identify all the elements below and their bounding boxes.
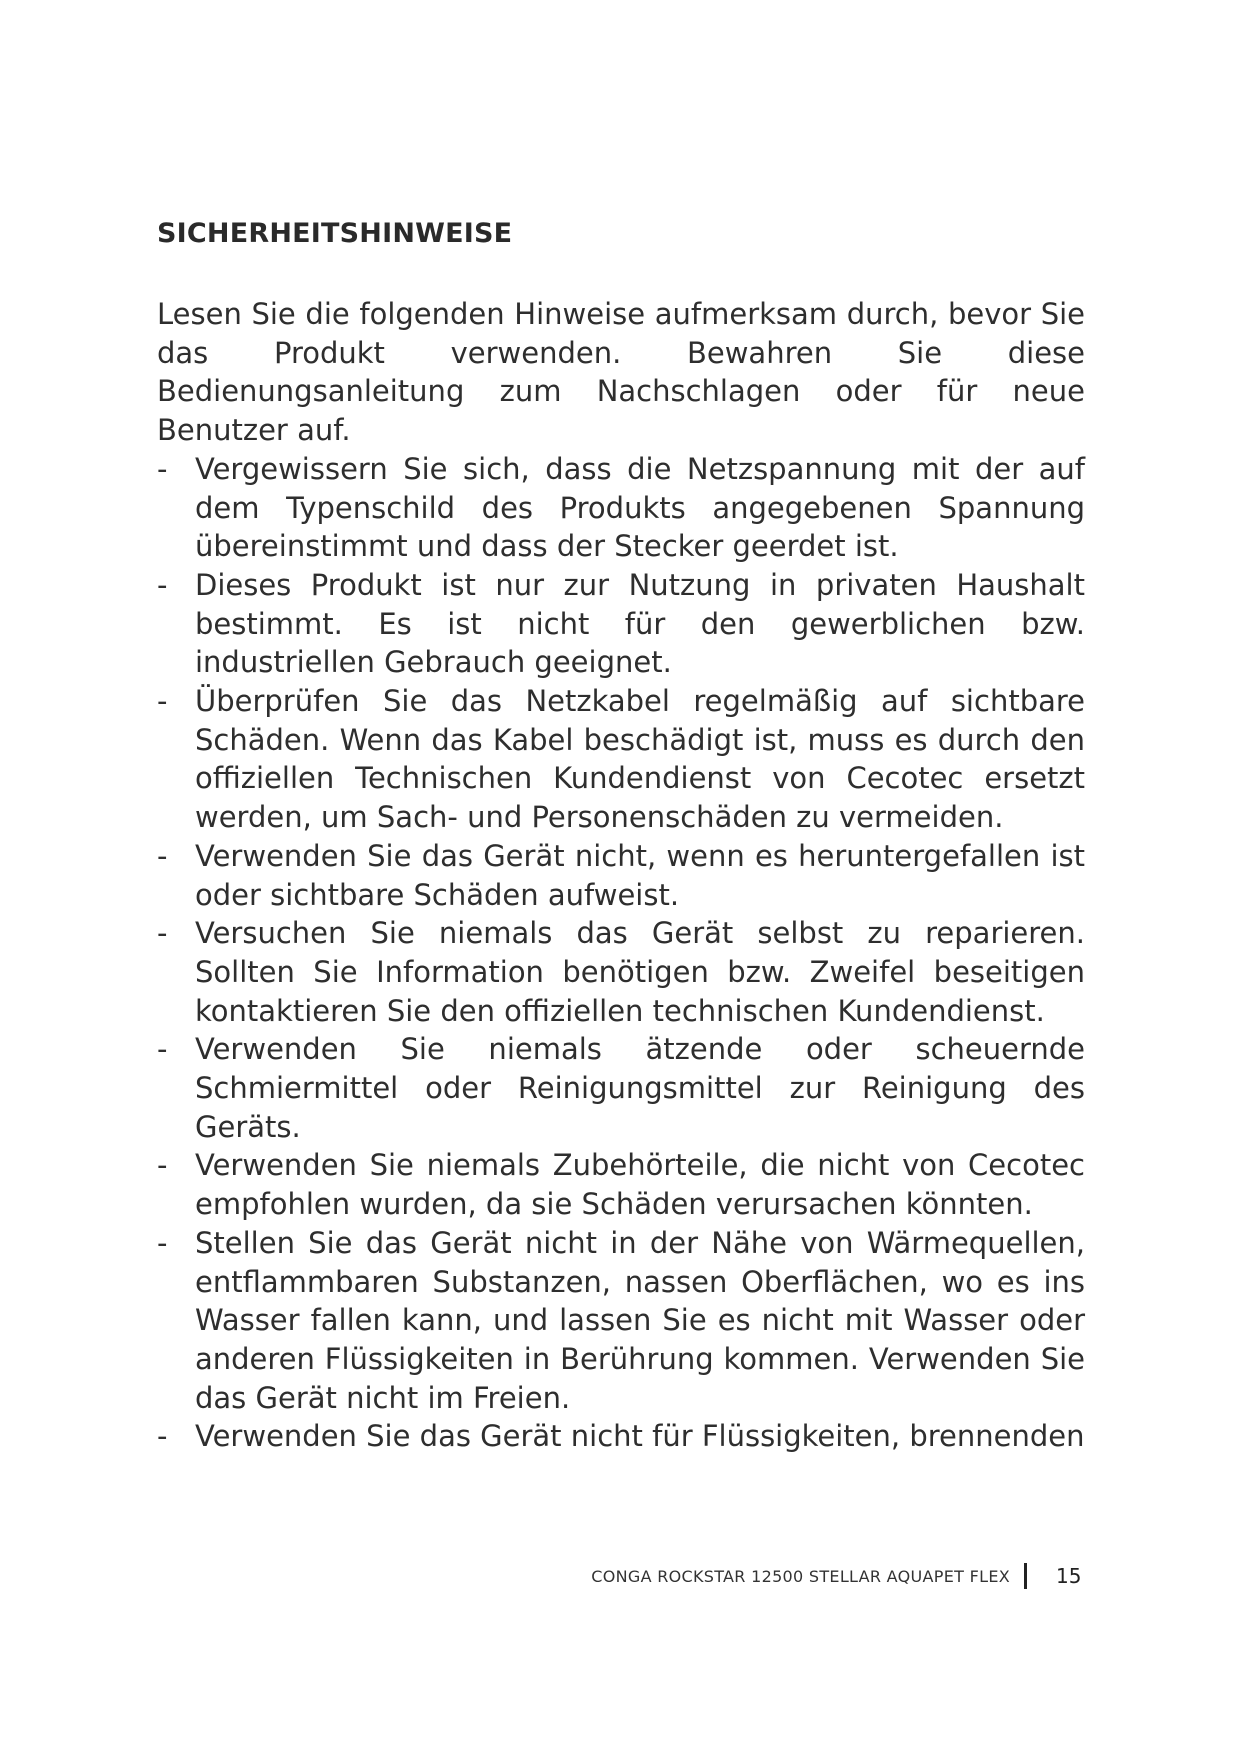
- list-item-text: Verwenden Sie niemals Zubehörteile, die nicht von Cecotec empfohlen wurden, da sie Schäden verursachen könnten.: [195, 1148, 1085, 1222]
- list-item-text: Dieses Produkt ist nur zur Nutzung in privaten Haushalt bestimmt. Es ist nicht für den gewerblichen bzw. industriellen Gebrauch geeignet.: [195, 567, 1085, 680]
- page-footer: [0, 1563, 1241, 1593]
- safety-list: [157, 450, 1085, 1456]
- list-item-text: Verwenden Sie das Gerät nicht für Flüssigkeiten, brennenden: [195, 1419, 1085, 1454]
- page-number: 15: [1056, 1564, 1082, 1588]
- list-item: [157, 566, 1085, 682]
- list-item-text: Überprüfen Sie das Netzkabel regelmäßig auf sichtbare Schäden. Wenn das Kabel beschädigt ist, muss es durch den offiziellen Technischen Kundendienst von Cecotec ersetzt werden, um Sach- und Personenschäden zu vermeiden.: [195, 684, 1085, 835]
- list-item: [157, 682, 1085, 837]
- list-item: [157, 1224, 1085, 1418]
- list-item: [157, 450, 1085, 566]
- section-title: SICHERHEITSHINWEISE: [157, 218, 513, 249]
- bullet-dash: -: [157, 1032, 168, 1067]
- bullet-dash: -: [157, 838, 168, 873]
- bullet-dash: -: [157, 916, 168, 951]
- section-content: [157, 295, 1085, 1456]
- intro-paragraph: Lesen Sie die folgenden Hinweise aufmerksam durch, bevor Sie das Produkt verwenden. Bewahren Sie diese Bedienungsanleitung zum Nachschlagen oder für neue Benutzer auf.: [157, 297, 1085, 448]
- bullet-dash: -: [157, 451, 168, 486]
- bullet-dash: -: [157, 684, 168, 719]
- list-item: [157, 1146, 1085, 1223]
- list-item: [157, 837, 1085, 914]
- footer-product-name: CONGA ROCKSTAR 12500 STELLAR AQUAPET FLEX: [591, 1567, 1010, 1586]
- bullet-dash: -: [157, 1148, 168, 1183]
- footer-divider: [1024, 1563, 1027, 1589]
- list-item-text: Versuchen Sie niemals das Gerät selbst zu reparieren. Sollten Sie Information benötigen bzw. Zweifel beseitigen kontaktieren Sie den offiziellen technischen Kundendienst.: [195, 916, 1085, 1028]
- list-item: [157, 1417, 1085, 1456]
- list-item-text: Vergewissern Sie sich, dass die Netzspannung mit der auf dem Typenschild des Produkts angegebenen Spannung übereinstimmt und dass der Stecker geerdet ist.: [195, 451, 1085, 564]
- list-item-text: Stellen Sie das Gerät nicht in der Nähe von Wärmequellen, entflammbaren Substanzen, nassen Oberflächen, wo es ins Wasser fallen kann, und lassen Sie es nicht mit Wasser oder anderen Flüssigkeiten in Berührung kommen. Verwenden Sie das Gerät nicht im Freien.: [195, 1225, 1085, 1415]
- list-item-text: Verwenden Sie das Gerät nicht, wenn es heruntergefallen ist oder sichtbare Schäden aufweist.: [195, 838, 1085, 912]
- bullet-dash: -: [157, 1225, 168, 1260]
- bullet-dash: -: [157, 567, 168, 602]
- bullet-dash: -: [157, 1419, 168, 1454]
- list-item: [157, 1030, 1085, 1146]
- list-item: [157, 914, 1085, 1030]
- list-item-text: Verwenden Sie niemals ätzende oder scheuernde Schmiermittel oder Reinigungsmittel zur Reinigung des Geräts.: [195, 1032, 1085, 1144]
